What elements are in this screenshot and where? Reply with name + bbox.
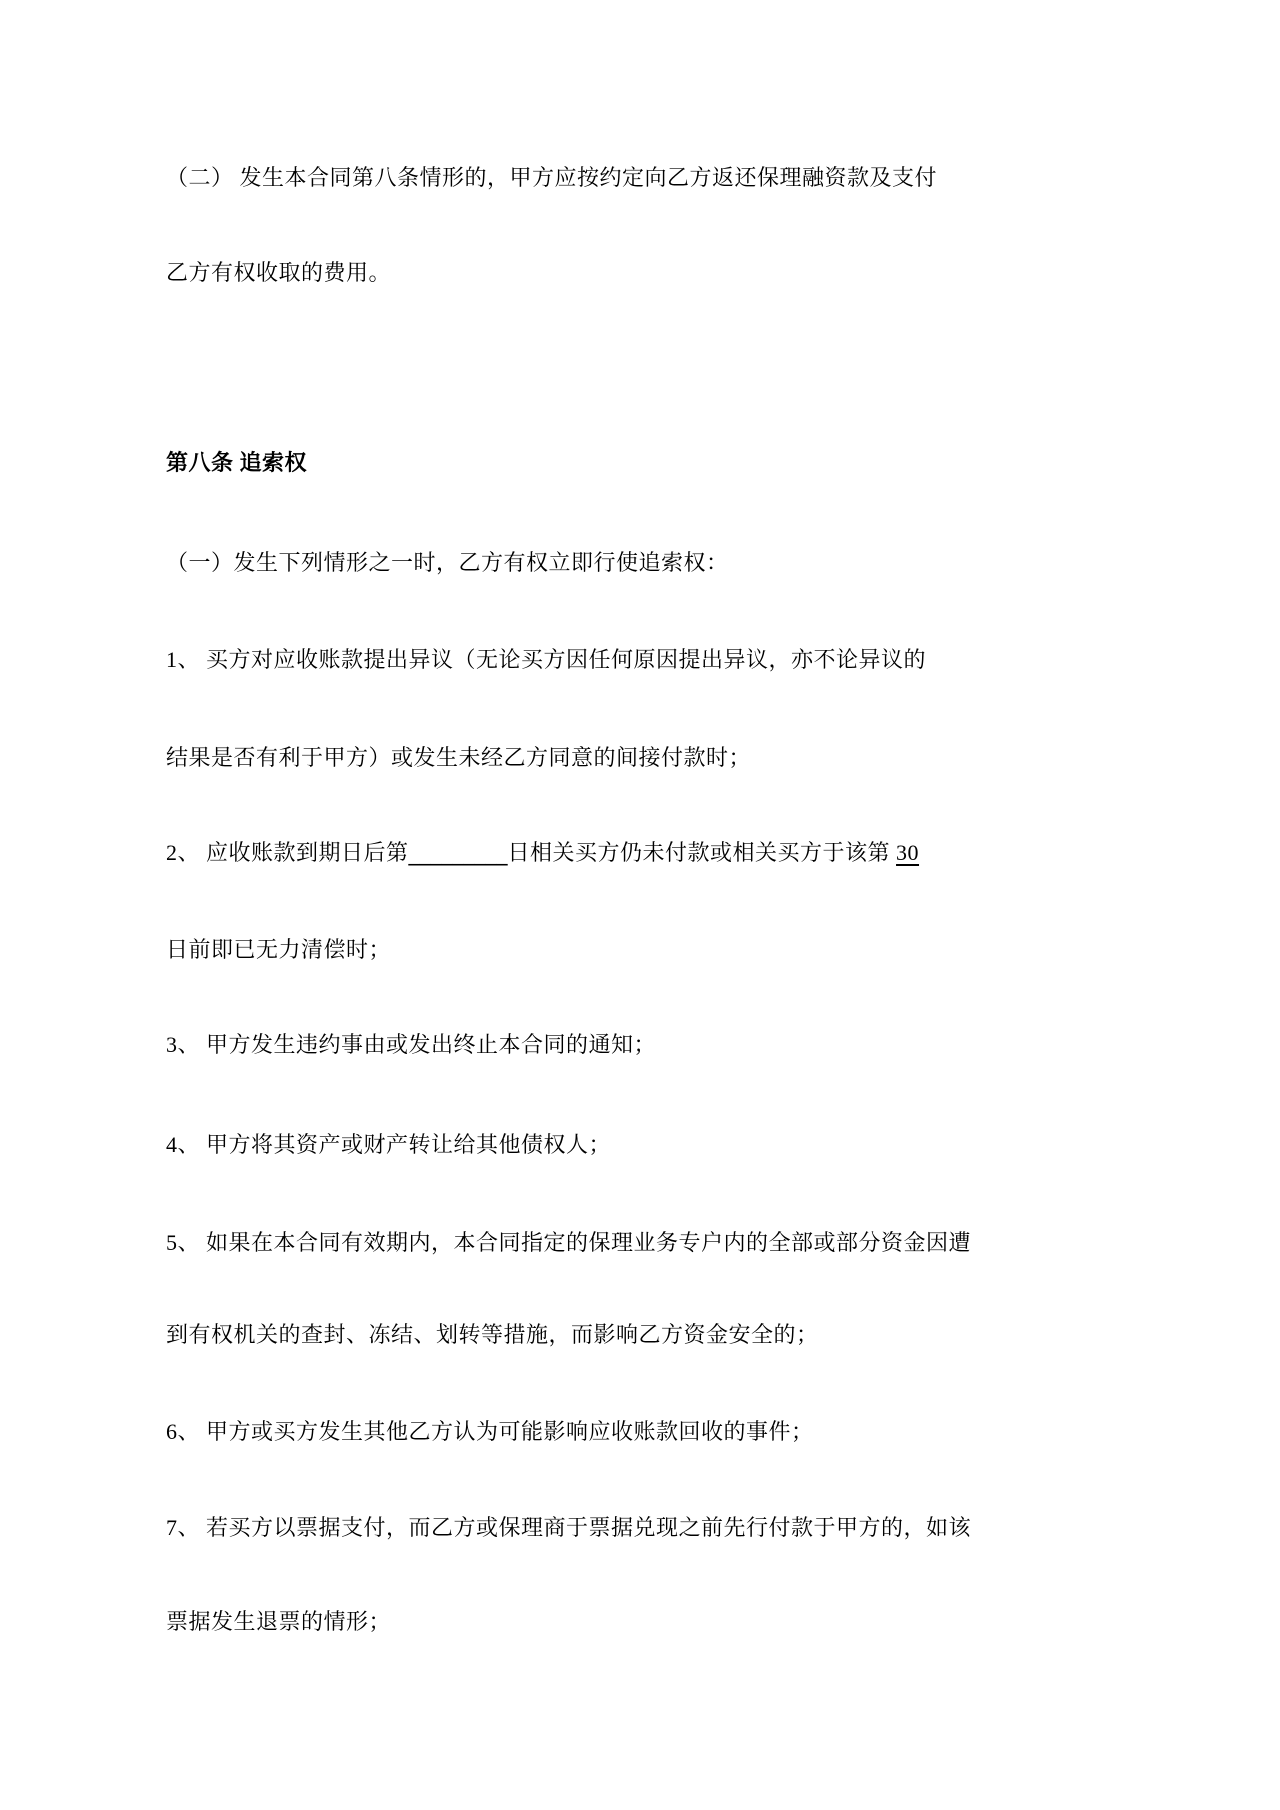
- clause-ii-line-1: （二） 发生本合同第八条情形的，甲方应按约定向乙方返还保理融资款及支付: [166, 165, 938, 190]
- item-6: 6、 甲方或买方发生其他乙方认为可能影响应收账款回收的事件；: [166, 1419, 814, 1444]
- article-8-heading: 第八条 追索权: [166, 450, 308, 475]
- item-7-line-2: 票据发生退票的情形；: [166, 1609, 392, 1634]
- item-3: 3、 甲方发生违约事由或发出终止本合同的通知；: [166, 1032, 657, 1057]
- fill-in-blank: _________: [408, 841, 508, 866]
- section-1-intro: （一）发生下列情形之一时，乙方有权立即行使追索权：: [166, 550, 729, 575]
- item-5-line-1: 5、 如果在本合同有效期内，本合同指定的保理业务专户内的全部或部分资金因遭: [166, 1230, 972, 1255]
- item-2-prefix: 2、 应收账款到期日后第: [166, 840, 409, 865]
- item-2-line-1: [166, 838, 919, 869]
- item-2-line-2: 日前即已无力清偿时；: [166, 937, 392, 962]
- item-1-line-1: 1、 买方对应收账款提出异议（无论买方因任何原因提出异议，亦不论异议的: [166, 647, 927, 672]
- item-2-middle: 日相关买方仍未付款或相关买方于该第: [507, 840, 897, 865]
- clause-ii-line-2: 乙方有权收取的费用。: [166, 260, 392, 285]
- item-7-line-1: 7、 若买方以票据支付，而乙方或保理商于票据兑现之前先行付款于甲方的，如该: [166, 1515, 972, 1540]
- item-5-line-2: 到有权机关的查封、冻结、划转等措施，而影响乙方资金安全的；: [166, 1322, 819, 1347]
- item-2-day-number: 30: [896, 840, 920, 865]
- item-1-line-2: 结果是否有利于甲方）或发生未经乙方同意的间接付款时；: [166, 745, 752, 770]
- item-4: 4、 甲方将其资产或财产转让给其他债权人；: [166, 1132, 612, 1157]
